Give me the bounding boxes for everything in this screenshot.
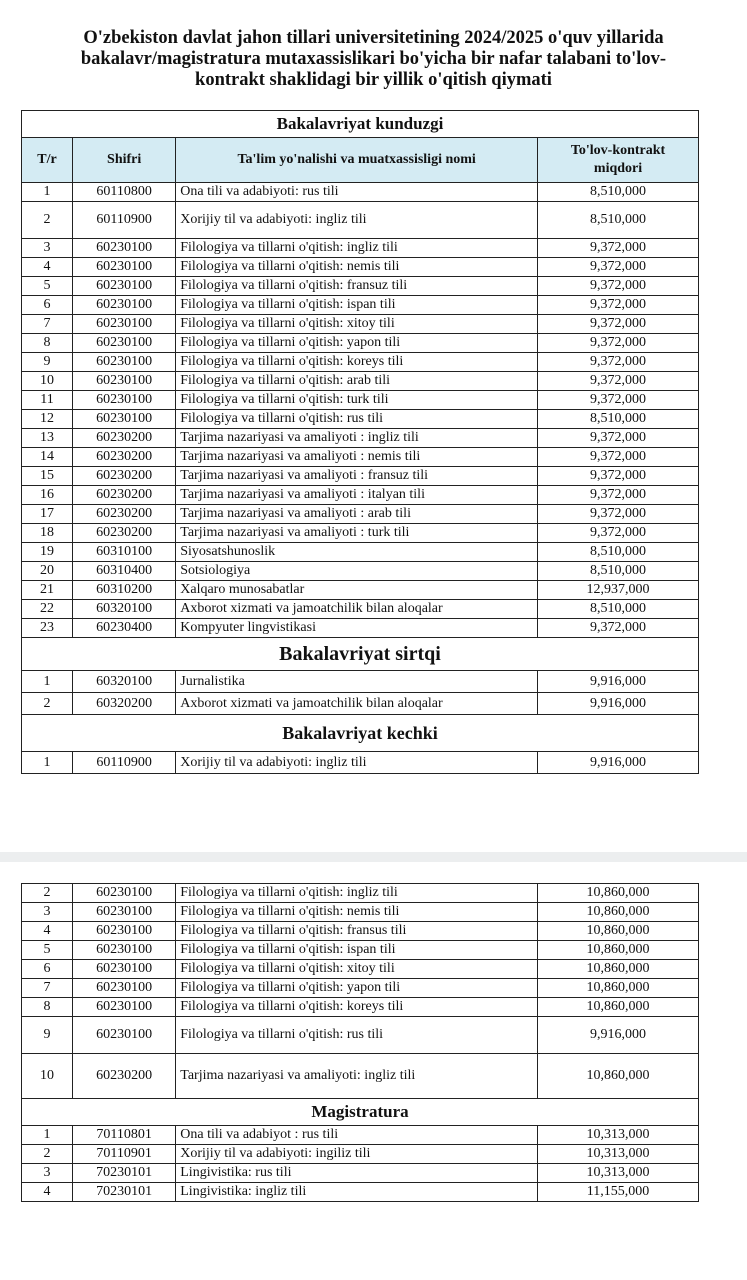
col-header-fee-line-1: To'lov-kontrakt (570, 143, 666, 158)
table-row (22, 429, 699, 448)
table-row (22, 671, 699, 693)
row-number: 10 (22, 1054, 73, 1099)
table-row (22, 448, 699, 467)
row-fee: 12,937,000 (538, 581, 699, 600)
row-program-name: Filologiya va tillarni o'qitish: ingliz tili (176, 884, 538, 903)
row-program-name: Filologiya va tillarni o'qitish: rus tili (176, 410, 538, 429)
row-code: 60230100 (73, 334, 176, 353)
row-fee: 10,860,000 (538, 960, 699, 979)
row-number: 12 (22, 410, 73, 429)
row-fee: 10,313,000 (538, 1145, 699, 1164)
row-number: 18 (22, 524, 73, 543)
row-fee: 8,510,000 (538, 183, 699, 202)
rows-sirtqi (22, 671, 699, 715)
row-number: 6 (22, 296, 73, 315)
row-program-name: Filologiya va tillarni o'qitish: nemis tili (176, 258, 538, 277)
table-row (22, 277, 699, 296)
row-program-name: Xalqaro munosabatlar (176, 581, 538, 600)
row-program-name: Filologiya va tillarni o'qitish: turk tili (176, 391, 538, 410)
title-line-3: kontrakt shaklidagi bir yillik o'qitish qiymati (195, 70, 552, 90)
col-header-name: Ta'lim yo'nalishi va muatxassisligi nomi (176, 138, 538, 183)
row-program-name: Filologiya va tillarni o'qitish: rus tili (176, 1017, 538, 1054)
table-row (22, 1164, 699, 1183)
row-code: 70230101 (73, 1183, 176, 1202)
table-row (22, 391, 699, 410)
row-code: 60230100 (73, 960, 176, 979)
row-code: 60230100 (73, 941, 176, 960)
row-number: 17 (22, 505, 73, 524)
row-number: 3 (22, 1164, 73, 1183)
row-program-name: Filologiya va tillarni o'qitish: yapon tili (176, 334, 538, 353)
row-code: 60230100 (73, 998, 176, 1017)
row-program-name: Lingivistika: rus tili (176, 1164, 538, 1183)
row-fee: 9,372,000 (538, 277, 699, 296)
table-row (22, 372, 699, 391)
row-code: 60310100 (73, 543, 176, 562)
row-program-name: Tarjima nazariyasi va amaliyoti : nemis tili (176, 448, 538, 467)
row-code: 60230100 (73, 979, 176, 998)
row-code: 60230400 (73, 619, 176, 638)
row-number: 2 (22, 202, 73, 239)
table-row (22, 524, 699, 543)
row-fee: 10,860,000 (538, 884, 699, 903)
rows-kechki-part-2 (22, 884, 699, 1099)
table-row (22, 410, 699, 429)
table-row (22, 1145, 699, 1164)
section-header-magistratura (22, 1099, 699, 1126)
row-number: 6 (22, 960, 73, 979)
row-fee: 8,510,000 (538, 600, 699, 619)
row-fee: 9,372,000 (538, 334, 699, 353)
row-code: 60230100 (73, 922, 176, 941)
table-row (22, 486, 699, 505)
table-row (22, 581, 699, 600)
table-row (22, 183, 699, 202)
row-fee: 9,372,000 (538, 296, 699, 315)
column-header-row (22, 138, 699, 183)
row-code: 60230100 (73, 353, 176, 372)
table-row (22, 543, 699, 562)
row-program-name: Tarjima nazariyasi va amaliyoti: ingliz tili (176, 1054, 538, 1099)
row-program-name: Filologiya va tillarni o'qitish: yapon tili (176, 979, 538, 998)
table-row (22, 467, 699, 486)
row-program-name: Filologiya va tillarni o'qitish: koreys tili (176, 998, 538, 1017)
row-program-name: Kompyuter lingvistikasi (176, 619, 538, 638)
row-code: 60230200 (73, 467, 176, 486)
row-code: 60230200 (73, 448, 176, 467)
row-program-name: Siyosatshunoslik (176, 543, 538, 562)
row-number: 5 (22, 277, 73, 296)
row-code: 60110900 (73, 202, 176, 239)
row-number: 8 (22, 998, 73, 1017)
row-number: 23 (22, 619, 73, 638)
table-row (22, 239, 699, 258)
row-fee: 10,860,000 (538, 941, 699, 960)
row-number: 2 (22, 1145, 73, 1164)
row-program-name: Filologiya va tillarni o'qitish: xitoy tili (176, 960, 538, 979)
table-row (22, 1183, 699, 1202)
row-fee: 9,372,000 (538, 315, 699, 334)
row-number: 10 (22, 372, 73, 391)
row-code: 60230200 (73, 524, 176, 543)
rows-kechki-part-1 (22, 752, 699, 774)
rows-kunduzgi (22, 183, 699, 638)
table-row (22, 562, 699, 581)
fee-table-page-1 (21, 110, 699, 774)
row-code: 60230100 (73, 239, 176, 258)
table-row (22, 1126, 699, 1145)
row-program-name: Lingivistika: ingliz tili (176, 1183, 538, 1202)
row-program-name: Filologiya va tillarni o'qitish: xitoy tili (176, 315, 538, 334)
section-header-sirtqi (22, 638, 699, 671)
row-fee: 9,372,000 (538, 239, 699, 258)
row-program-name: Tarjima nazariyasi va amaliyoti : ingliz tili (176, 429, 538, 448)
section-title: Magistratura (22, 1099, 699, 1126)
row-fee: 11,155,000 (538, 1183, 699, 1202)
row-program-name: Tarjima nazariyasi va amaliyoti : arab tili (176, 505, 538, 524)
row-fee: 8,510,000 (538, 543, 699, 562)
row-number: 4 (22, 1183, 73, 1202)
row-program-name: Sotsiologiya (176, 562, 538, 581)
row-program-name: Filologiya va tillarni o'qitish: nemis tili (176, 903, 538, 922)
table-row (22, 600, 699, 619)
row-number: 1 (22, 671, 73, 693)
row-fee: 9,372,000 (538, 258, 699, 277)
section-header-kechki (22, 715, 699, 752)
row-program-name: Filologiya va tillarni o'qitish: arab tili (176, 372, 538, 391)
table-row (22, 903, 699, 922)
row-fee: 10,860,000 (538, 998, 699, 1017)
row-number: 11 (22, 391, 73, 410)
table-row (22, 258, 699, 277)
fee-table-page-2 (21, 883, 699, 1202)
section-title: Bakalavriyat kunduzgi (22, 111, 699, 138)
row-code: 70230101 (73, 1164, 176, 1183)
row-code: 60320100 (73, 671, 176, 693)
table-row (22, 296, 699, 315)
row-number: 13 (22, 429, 73, 448)
col-header-code: Shifri (73, 138, 176, 183)
row-code: 60230200 (73, 1054, 176, 1099)
row-program-name: Xorijiy til va adabiyoti: ingliz tili (176, 752, 538, 774)
row-program-name: Filologiya va tillarni o'qitish: ingliz tili (176, 239, 538, 258)
row-fee: 9,372,000 (538, 505, 699, 524)
row-fee: 10,313,000 (538, 1126, 699, 1145)
row-number: 2 (22, 693, 73, 715)
row-fee: 10,860,000 (538, 922, 699, 941)
row-number: 5 (22, 941, 73, 960)
row-program-name: Ona tili va adabiyot : rus tili (176, 1126, 538, 1145)
table-row (22, 752, 699, 774)
row-fee: 9,372,000 (538, 372, 699, 391)
row-number: 3 (22, 239, 73, 258)
row-number: 19 (22, 543, 73, 562)
table-row (22, 202, 699, 239)
table-row (22, 334, 699, 353)
row-program-name: Axborot xizmati va jamoatchilik bilan aloqalar (176, 693, 538, 715)
row-program-name: Tarjima nazariyasi va amaliyoti : fransuz tili (176, 467, 538, 486)
page-break (0, 852, 747, 862)
row-number: 2 (22, 884, 73, 903)
row-code: 60320200 (73, 693, 176, 715)
row-code: 60230100 (73, 884, 176, 903)
section-title: Bakalavriyat kechki (22, 715, 699, 752)
table-row (22, 315, 699, 334)
row-fee: 9,916,000 (538, 671, 699, 693)
row-fee: 9,916,000 (538, 693, 699, 715)
row-fee: 9,372,000 (538, 486, 699, 505)
row-fee: 9,372,000 (538, 391, 699, 410)
table-row (22, 884, 699, 903)
row-code: 60230100 (73, 1017, 176, 1054)
row-fee: 10,860,000 (538, 903, 699, 922)
row-program-name: Filologiya va tillarni o'qitish: ispan tili (176, 941, 538, 960)
row-code: 60230100 (73, 315, 176, 334)
row-program-name: Filologiya va tillarni o'qitish: fransuz tili (176, 277, 538, 296)
row-number: 16 (22, 486, 73, 505)
row-number: 4 (22, 258, 73, 277)
row-fee: 10,860,000 (538, 1054, 699, 1099)
row-code: 60230100 (73, 391, 176, 410)
row-program-name: Xorijiy til va adabiyoti: ingliz tili (176, 202, 538, 239)
row-code: 60110900 (73, 752, 176, 774)
row-code: 60230100 (73, 258, 176, 277)
row-program-name: Xorijiy til va adabiyoti: ingiliz tili (176, 1145, 538, 1164)
row-program-name: Jurnalistika (176, 671, 538, 693)
row-fee: 8,510,000 (538, 202, 699, 239)
row-program-name: Filologiya va tillarni o'qitish: ispan tili (176, 296, 538, 315)
section-header-kunduzgi (22, 111, 699, 138)
row-number: 3 (22, 903, 73, 922)
row-program-name: Filologiya va tillarni o'qitish: koreys tili (176, 353, 538, 372)
table-row (22, 941, 699, 960)
row-program-name: Tarjima nazariyasi va amaliyoti : turk tili (176, 524, 538, 543)
row-code: 60110800 (73, 183, 176, 202)
table-row (22, 979, 699, 998)
row-program-name: Tarjima nazariyasi va amaliyoti : italyan tili (176, 486, 538, 505)
row-code: 60230200 (73, 486, 176, 505)
row-number: 1 (22, 183, 73, 202)
row-code: 60230100 (73, 277, 176, 296)
row-number: 20 (22, 562, 73, 581)
row-fee: 9,372,000 (538, 619, 699, 638)
row-number: 8 (22, 334, 73, 353)
row-number: 9 (22, 1017, 73, 1054)
row-fee: 9,372,000 (538, 524, 699, 543)
row-fee: 9,372,000 (538, 467, 699, 486)
row-number: 1 (22, 1126, 73, 1145)
row-fee: 10,860,000 (538, 979, 699, 998)
table-row (22, 619, 699, 638)
row-number: 9 (22, 353, 73, 372)
row-code: 70110901 (73, 1145, 176, 1164)
document-title (10, 28, 737, 91)
table-row (22, 960, 699, 979)
table-row (22, 922, 699, 941)
row-number: 7 (22, 315, 73, 334)
row-program-name: Filologiya va tillarni o'qitish: fransus tili (176, 922, 538, 941)
table-row (22, 1017, 699, 1054)
col-header-fee (538, 138, 699, 183)
row-fee: 8,510,000 (538, 562, 699, 581)
title-line-2: bakalavr/magistratura mutaxassislikari bo'yicha bir nafar talabani to'lov- (80, 49, 667, 69)
row-code: 60310200 (73, 581, 176, 600)
row-code: 60230200 (73, 505, 176, 524)
row-code: 60230100 (73, 410, 176, 429)
row-code: 70110801 (73, 1126, 176, 1145)
rows-magistratura (22, 1126, 699, 1202)
table-row (22, 505, 699, 524)
row-program-name: Ona tili va adabiyoti: rus tili (176, 183, 538, 202)
row-number: 22 (22, 600, 73, 619)
row-program-name: Axborot xizmati va jamoatchilik bilan aloqalar (176, 600, 538, 619)
col-header-num: T/r (22, 138, 73, 183)
row-fee: 8,510,000 (538, 410, 699, 429)
row-number: 1 (22, 752, 73, 774)
row-number: 15 (22, 467, 73, 486)
col-header-fee-line-2: miqdori (593, 161, 643, 176)
row-fee: 9,372,000 (538, 353, 699, 372)
row-fee: 10,313,000 (538, 1164, 699, 1183)
row-number: 14 (22, 448, 73, 467)
row-fee: 9,372,000 (538, 429, 699, 448)
table-row (22, 353, 699, 372)
row-fee: 9,916,000 (538, 1017, 699, 1054)
row-fee: 9,916,000 (538, 752, 699, 774)
title-line-1: O'zbekiston davlat jahon tillari universitetining 2024/2025 o'quv yillarida (83, 28, 664, 48)
row-fee: 9,372,000 (538, 448, 699, 467)
row-code: 60230200 (73, 429, 176, 448)
row-code: 60230100 (73, 372, 176, 391)
row-number: 4 (22, 922, 73, 941)
row-code: 60230100 (73, 296, 176, 315)
table-row (22, 693, 699, 715)
table-row (22, 998, 699, 1017)
table-row (22, 1054, 699, 1099)
section-title: Bakalavriyat sirtqi (22, 638, 699, 671)
row-code: 60310400 (73, 562, 176, 581)
row-number: 7 (22, 979, 73, 998)
row-code: 60230100 (73, 903, 176, 922)
row-code: 60320100 (73, 600, 176, 619)
row-number: 21 (22, 581, 73, 600)
